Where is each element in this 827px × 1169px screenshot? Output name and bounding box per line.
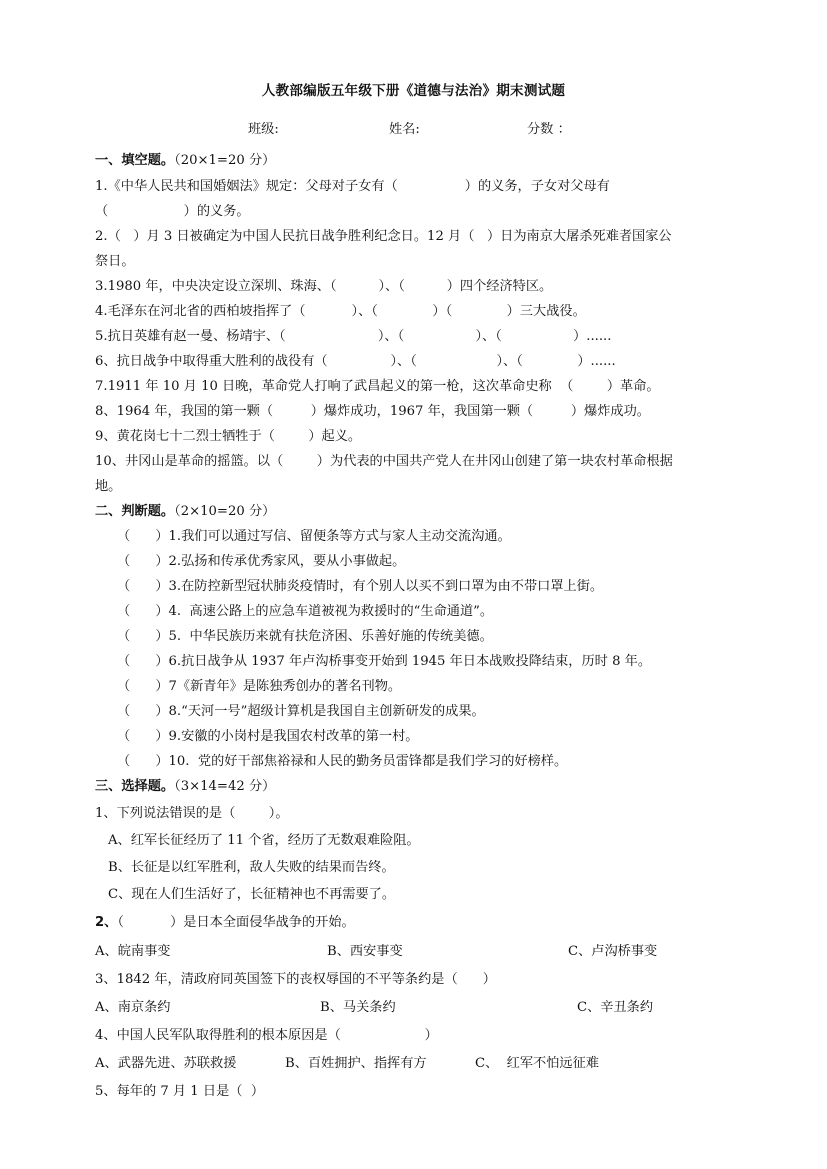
q1-option-a: A、红军长征经历了 11 个省，经历了无数艰难险阻。 (108, 833, 420, 848)
judge-item: （ ）9.安徽的小岗村是我国农村改革的第一村。 (117, 729, 419, 744)
fill-line: 10、井冈山是革命的摇篮。以（ ）为代表的中国共产党人在井冈山创建了第一块农村革命根据 (95, 454, 673, 469)
q1-option-b: B、长征是以红军胜利，敌人失败的结果而告终。 (108, 860, 395, 875)
fill-line: 8、1964 年，我国的第一颗（ ）爆炸成功，1967 年，我国第一颗（ ）爆炸成功。 (95, 404, 650, 419)
fill-line: 6、抗日战争中取得重大胜利的战役有（ ）、（ ）、（ ）...... (95, 354, 616, 369)
judge-item: （ ）6.抗日战争从 1937 年卢沟桥事变开始到 1945 年日本战败投降结束，历时 8 年。 (117, 654, 652, 669)
q2-option-a: A、皖南事变 (95, 944, 171, 959)
judge-item: （ ）8.“天河一号”超级计算机是我国自主创新研发的成果。 (117, 704, 485, 719)
fill-line: 祭日。 (95, 254, 135, 269)
q1-stem: 1、下列说法错误的是（ ）。 (95, 806, 289, 821)
section3-heading (95, 778, 275, 796)
fill-line: （ ）的义务。 (95, 204, 250, 219)
q2-option-b: B、西安事变 (327, 944, 403, 959)
section1-heading (95, 152, 275, 170)
q2-option-c: C、卢沟桥事变 (568, 944, 658, 959)
q4-stem: 4、中国人民军队取得胜利的根本原因是（ ） (95, 1028, 438, 1043)
score-label: 分数 ： (527, 122, 571, 137)
section1-title: 一、填空题。 (95, 153, 175, 168)
judge-item: （ ）4. 高速公路上的应急车道被视为救援时的“生命通道”。 (117, 604, 494, 619)
q2-number: 2、 (95, 915, 118, 930)
fill-line: 地。 (95, 479, 122, 494)
q4-option-a: A、武器先进、苏联救援 (95, 1056, 237, 1071)
judge-item: （ ）10. 党的好干部焦裕禄和人民的勤务员雷锋都是我们学习的好榜样。 (117, 754, 568, 769)
q3-stem: 3、1842 年，清政府同英国签下的丧权辱国的不平等条约是（ ） (95, 972, 496, 987)
section3-score: （3×14=42 分） (174, 779, 276, 794)
judge-item: （ ）2.弘扬和传承优秀家风，要从小事做起。 (117, 554, 406, 569)
section1-score: （20×1=20 分） (174, 153, 276, 168)
fill-line: 5.抗日英雄有赵一曼、杨靖宇、（ ）、（ ）、（ ）...... (95, 329, 612, 344)
fill-line: 4.毛泽东在河北省的西柏坡指挥了（ ）、（ ）（ ）三大战役。 (95, 304, 586, 319)
page-title: 人教部编版五年级下册《道德与法治》期末测试题 (261, 83, 566, 99)
q1-option-c: C、现在人们生活好了，长征精神也不再需要了。 (108, 887, 396, 902)
q2-stem: （ ）是日本全面侵华战争的开始。 (117, 915, 355, 930)
q3-option-b: B、马关条约 (320, 1000, 396, 1015)
name-label: 姓名: (389, 122, 420, 137)
q3-option-a: A、南京条约 (95, 1000, 171, 1015)
fill-line: 3.1980 年，中央决定设立深圳、珠海、（ ）、（ ）四个经济特区。 (95, 279, 553, 294)
section2-heading (95, 503, 275, 521)
judge-item: （ ）7《新青年》是陈独秀创办的著名刊物。 (117, 679, 402, 694)
judge-item: （ ）5. 中华民族历来就有扶危济困、乐善好施的传统美德。 (117, 629, 493, 644)
fill-line: 1.《中华人民共和国婚姻法》规定：父母对子女有（ ）的义务，子女对父母有 (95, 179, 610, 194)
q2-stem-line (95, 914, 355, 932)
class-label: 班级: (248, 122, 279, 137)
fill-line: 7.1911 年 10 月 10 日晚，革命党人打响了武昌起义的第一枪，这次革命史称 （ ）革命。 (95, 379, 660, 394)
q4-option-c: C、 红军不怕远征难 (475, 1056, 599, 1071)
fill-line: 9、黄花岗七十二烈士牺牲于（ ）起义。 (95, 429, 362, 444)
q3-option-c: C、辛丑条约 (577, 1000, 654, 1015)
section2-title: 二、判断题。 (95, 504, 175, 519)
judge-item: （ ）1.我们可以通过写信、留便条等方式与家人主动交流沟通。 (117, 529, 511, 544)
section3-title: 三、选择题。 (95, 779, 175, 794)
q5-stem: 5、每年的 7 月 1 日是（ ） (95, 1084, 265, 1099)
q4-option-b: B、百姓拥护、指挥有方 (285, 1056, 427, 1071)
section2-score: （2×10=20 分） (174, 504, 276, 519)
fill-line: 2.（ ）月 3 日被确定为中国人民抗日战争胜利纪念日。12 月（ ）日为南京大屠杀死难者国家公 (95, 229, 672, 244)
judge-item: （ ）3.在防控新型冠状肺炎疫情时，有个别人以买不到口罩为由不带口罩上街。 (117, 579, 604, 594)
